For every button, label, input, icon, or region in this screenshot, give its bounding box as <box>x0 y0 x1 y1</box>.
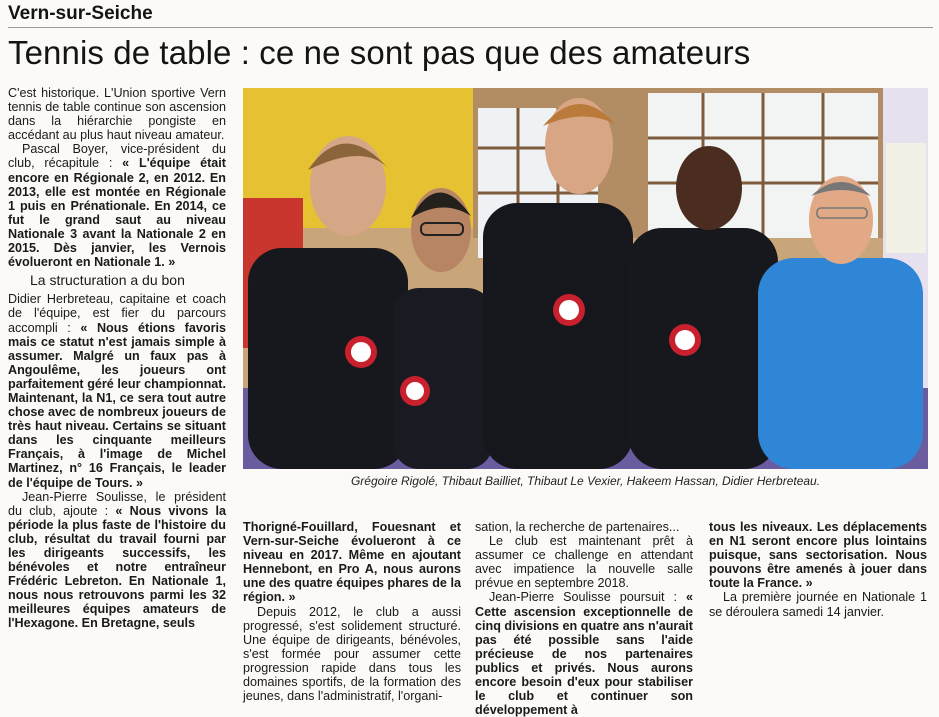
quote: « Cette ascension exceptionnelle de cinq divisions en quatre ans n'aurait pas été possible sans l'aide précieuse de nos partenaires publics et privés. Nous aurons encore besoin d'eux pour stabiliser le club et continuer son développement à <box>475 590 693 717</box>
column-2 <box>243 520 461 703</box>
paragraph-lead: Pascal Boyer, vice-président du club, récapitule : <box>8 142 226 171</box>
paragraph-soulisse <box>8 490 226 631</box>
paragraph-soulisse-2 <box>475 590 693 717</box>
quote-continued: Thorigné-Fouillard, Fouesnant et Vern-sur-Seiche évolueront à ce niveau en 2017. Même en ajoutant Hennebont, en Pro A, nous aurons une des quatre équipes phares de la région. » <box>243 520 461 605</box>
column-1 <box>8 86 226 631</box>
headline: Tennis de table : ce ne sont pas que des amateurs <box>8 34 751 71</box>
paragraph-first-match: La première journée en Nationale 1 se déroulera samedi 14 janvier. <box>709 590 927 619</box>
paragraph-lead: Jean-Pierre Soulisse, le président du club, ajoute : <box>8 489 226 518</box>
subheading: La structuration a du bon <box>30 272 185 289</box>
paragraph-boyer <box>8 142 226 269</box>
paragraph-continued: sation, la recherche de partenaires... <box>475 520 680 534</box>
column-4 <box>709 520 927 619</box>
quote-continued: tous les niveaux. Les déplacements en N1 seront encore plus lointains puisque, sans sectorisation. Nous pouvons être amenés à jouer dans toute la France. » <box>709 520 927 591</box>
quote: « L'équipe était encore en Régionale 2, en 2012. En 2013, elle est montée en Régionale 1 puis en Prénationale. En 2014, ce fut le grand saut au niveau Nationale 3 avant la Nationale 2 en 2015. Dès janvier, les Vernois évolueront en Nationale 1. » <box>8 156 226 270</box>
column-3 <box>475 520 693 717</box>
quote: « Nous étions favoris mais ce statut n'est jamais simple à assumer. Malgré un faux pas à Angoulême, les joueurs ont parfaitement géré leur championnat. Maintenant, la N1, ce sera tout autre chose avec de nombreux joueurs de très haut niveau. Certains se situant dans les cinquante meilleurs Français, à l'image de Michel Martinez, n° 16 Français, le leader de l'équipe de Tours. » <box>8 320 226 490</box>
team-photo-illustration <box>243 88 928 469</box>
photo-caption: Grégoire Rigolé, Thibaut Bailliet, Thibaut Le Vexier, Hakeem Hassan, Didier Herbreteau. <box>350 474 821 488</box>
quote: « Nous vivons la période la plus faste de l'histoire du club, résultat du travail fourni par les dirigeants successifs, les bénévoles et notre entraîneur Frédéric Lebreton. En Nationale 1, nous nous retrouvons parmi les 32 meilleures équipes amateurs de l'Hexagone. En Bretagne, seuls <box>8 503 226 631</box>
paragraph-new-hall: Le club est maintenant prêt à assumer ce challenge en attendant avec impatience la nouvelle salle prévue en septembre 2018. <box>475 534 693 591</box>
rubric-rule <box>8 27 933 28</box>
paragraph-lead: Didier Herbreteau, capitaine et coach de l'équipe, est fier du parcours accompli : <box>8 292 226 335</box>
paragraph-structure: Depuis 2012, le club a aussi progressé, s'est solidement structuré. Une équipe de dirigeants, bénévoles, s'est formée pour assumer cette progression rapide dans tous les domaines sportifs, de la formation des jeunes, dans l'administratif, l'organi- <box>243 604 461 704</box>
paragraph-lead: Jean-Pierre Soulisse poursuit : <box>489 590 686 605</box>
intro-paragraph: C'est historique. L'Union sportive Vern tennis de table continue son ascension dans la hiérarchie pongiste en accédant au plus haut niveau amateur. <box>8 86 226 143</box>
rubric: Vern-sur-Seiche <box>8 3 153 24</box>
team-photo <box>243 88 928 469</box>
paragraph-herbreteau <box>8 292 226 489</box>
